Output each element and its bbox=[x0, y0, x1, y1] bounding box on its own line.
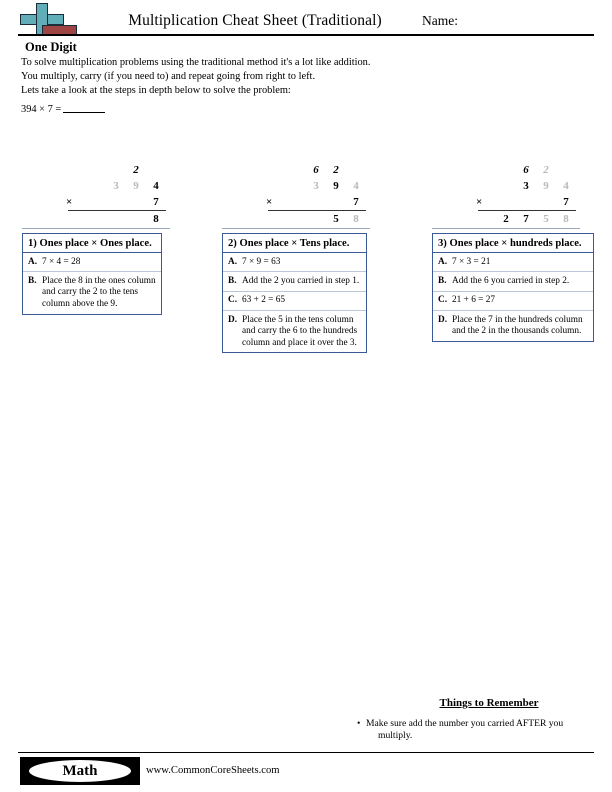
step-row-text: 63 + 2 = 65 bbox=[242, 295, 286, 306]
step-row bbox=[223, 253, 366, 272]
step-row-text: Add the 6 you carried in step 2. bbox=[452, 275, 570, 286]
multiplier-digit: 7 bbox=[563, 196, 569, 208]
product-digit: 7 bbox=[523, 213, 529, 225]
intro-line-2: You multiply, carry (if you need to) and repeat going from right to left. bbox=[21, 71, 316, 83]
step-row-text: 7 × 4 = 28 bbox=[42, 256, 81, 267]
step-row bbox=[433, 292, 593, 311]
product-digit: 5 bbox=[543, 213, 549, 225]
product-row bbox=[48, 211, 166, 227]
footer-website-url: www.CommonCoreSheets.com bbox=[146, 765, 280, 776]
product-digit: 5 bbox=[333, 213, 339, 225]
step-row bbox=[223, 311, 366, 352]
intro-paragraph bbox=[21, 56, 441, 99]
step-row bbox=[23, 272, 161, 313]
math-badge bbox=[20, 757, 140, 785]
step-row-key: B. bbox=[228, 275, 237, 286]
long-multiplication-grid bbox=[458, 162, 576, 227]
step-box-ones-times-hundreds bbox=[432, 233, 594, 342]
step-row bbox=[23, 253, 161, 272]
step-row-key: B. bbox=[438, 275, 447, 286]
carry-digit: 2 bbox=[543, 164, 549, 176]
section-subtitle: One Digit bbox=[25, 40, 77, 54]
product-digit: 2 bbox=[503, 213, 509, 225]
example-problem bbox=[21, 104, 105, 115]
multiplier-digit: 7 bbox=[153, 196, 159, 208]
footer-divider bbox=[18, 752, 594, 753]
math-plus-logo bbox=[18, 3, 78, 36]
step-box-heading: 1) Ones place × Ones place. bbox=[23, 234, 161, 253]
carry-digit: 6 bbox=[313, 164, 319, 176]
things-to-remember-list bbox=[357, 718, 597, 742]
step-row-key: C. bbox=[228, 295, 238, 306]
multiplicand-digit: 9 bbox=[543, 180, 549, 192]
multiplicand-digit: 4 bbox=[563, 180, 569, 192]
multiplicand-digit: 9 bbox=[333, 180, 339, 192]
step-row bbox=[433, 272, 593, 291]
carry-digit: 2 bbox=[333, 164, 339, 176]
name-field-label: Name: bbox=[422, 13, 458, 28]
multiplicand-row bbox=[48, 178, 166, 194]
carry-row bbox=[48, 162, 166, 178]
step-row-key: A. bbox=[228, 256, 238, 267]
worked-example-step-1 bbox=[22, 162, 192, 227]
multiplicand-digit: 3 bbox=[523, 180, 529, 192]
multiplier-digit: 7 bbox=[353, 196, 359, 208]
step-row-text: 21 + 6 = 27 bbox=[452, 295, 496, 306]
multiplicand-row bbox=[248, 178, 366, 194]
column-divider bbox=[222, 228, 370, 229]
multiplier-row bbox=[48, 194, 166, 210]
product-digit: 8 bbox=[153, 213, 159, 225]
example-problem-text: 394 × 7 = bbox=[21, 104, 62, 115]
step-row-text: Add the 2 you carried in step 1. bbox=[242, 275, 360, 286]
multiplication-operator: × bbox=[66, 196, 73, 208]
multiplicand-digit: 9 bbox=[133, 180, 139, 192]
multiplicand-digit: 4 bbox=[153, 180, 159, 192]
multiplication-operator: × bbox=[476, 196, 483, 208]
multiplier-row bbox=[248, 194, 366, 210]
answer-blank[interactable] bbox=[63, 112, 105, 113]
intro-line-1: To solve multiplication problems using the traditional method it's a lot like addition. bbox=[21, 57, 371, 68]
step-row-text: Place the 5 in the tens column and carry the 6 to the hundreds column and place it over the 3. bbox=[242, 314, 358, 348]
step-row-text: Place the 7 in the hundreds column and the 2 in the thousands column. bbox=[452, 314, 583, 337]
intro-line-3: Lets take a look at the steps in depth below to solve the problem: bbox=[21, 85, 291, 97]
multiplicand-digit: 3 bbox=[113, 180, 119, 192]
step-row-text: 7 × 3 = 21 bbox=[452, 256, 491, 267]
step-row bbox=[223, 272, 366, 291]
step-row bbox=[433, 311, 593, 341]
step-box-heading: 2) Ones place × Tens place. bbox=[223, 234, 366, 253]
carry-row bbox=[248, 162, 366, 178]
multiplicand-digit: 3 bbox=[313, 180, 319, 192]
multiplier-row bbox=[458, 194, 576, 210]
step-row bbox=[223, 292, 366, 311]
carry-digit: 2 bbox=[133, 164, 139, 176]
step-row-text: 7 × 9 = 63 bbox=[242, 256, 281, 267]
step-row-key: A. bbox=[438, 256, 448, 267]
page-title: Multiplication Cheat Sheet (Traditional) bbox=[128, 12, 382, 29]
bullet-icon: • bbox=[357, 718, 361, 729]
step-row-key: D. bbox=[438, 314, 448, 325]
step-box-ones-times-ones bbox=[22, 233, 162, 315]
product-row bbox=[248, 211, 366, 227]
multiplicand-row bbox=[458, 178, 576, 194]
product-digit: 8 bbox=[563, 213, 569, 225]
list-item-text bbox=[366, 718, 597, 742]
step-row-key: A. bbox=[28, 256, 38, 267]
carry-digit: 6 bbox=[523, 164, 529, 176]
step-row-key: D. bbox=[228, 314, 238, 325]
badge-label: Math bbox=[62, 763, 98, 779]
list-item bbox=[357, 718, 597, 742]
long-multiplication-grid bbox=[48, 162, 166, 227]
column-divider bbox=[432, 228, 580, 229]
header-divider bbox=[18, 34, 594, 36]
step-box-heading: 3) Ones place × hundreds place. bbox=[433, 234, 593, 253]
worked-example-step-3 bbox=[432, 162, 602, 227]
product-row bbox=[458, 211, 576, 227]
worked-example-step-2 bbox=[222, 162, 392, 227]
step-row-key: B. bbox=[28, 275, 37, 286]
things-to-remember-title: Things to Remember bbox=[439, 697, 539, 709]
long-multiplication-grid bbox=[248, 162, 366, 227]
step-row-text: Place the 8 in the ones column and carry the 2 to the tens column above the 9. bbox=[42, 275, 156, 309]
step-row bbox=[433, 253, 593, 272]
step-row-key: C. bbox=[438, 295, 448, 306]
product-digit: 8 bbox=[353, 213, 359, 225]
page-header bbox=[0, 0, 612, 40]
carry-row bbox=[458, 162, 576, 178]
multiplicand-digit: 4 bbox=[353, 180, 359, 192]
list-item-line-1: Make sure add the number you carried AFTER you bbox=[366, 718, 564, 729]
multiplication-operator: × bbox=[266, 196, 273, 208]
list-item-line-2: multiply. bbox=[378, 730, 413, 741]
step-box-ones-times-tens bbox=[222, 233, 367, 353]
column-divider bbox=[22, 228, 170, 229]
